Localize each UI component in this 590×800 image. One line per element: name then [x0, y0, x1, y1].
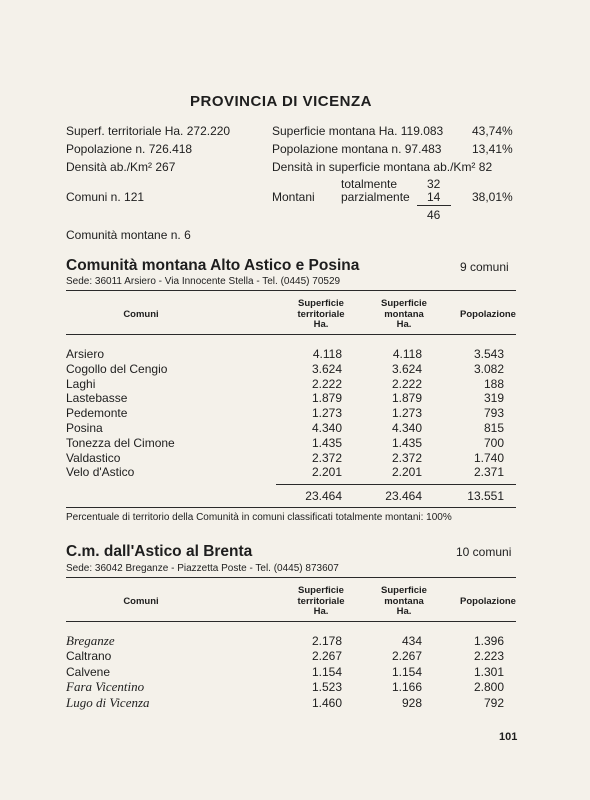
header-line: Superficie: [381, 298, 427, 309]
page-number: 101: [499, 731, 518, 743]
comune-name: Velo d'Astico: [66, 465, 135, 480]
comune-name: Valdastico: [66, 450, 121, 465]
superficie-territoriale-cell: 4.118: [312, 347, 342, 361]
popolazione-cell: 815: [483, 421, 504, 435]
popolazione-cell: 1.396: [473, 634, 504, 648]
comune-name: Fara Vicentino: [66, 679, 145, 695]
montani-total: 46: [427, 208, 441, 222]
section2-count: 10 comuni: [456, 545, 512, 559]
comune-name: Lugo di Vicenza: [66, 694, 150, 710]
superficie-territoriale-cell: 2.372: [311, 450, 342, 465]
section1-header-sup-mont: [359, 299, 449, 331]
superficie-montana-cell: 1.435: [391, 435, 422, 450]
comune-name: Posina: [66, 421, 103, 435]
superficie-montana-pct: 43,74%: [472, 124, 513, 138]
superficie-territoriale-cell: 1.154: [311, 664, 342, 679]
superficie-territoriale-cell: 2.201: [311, 465, 342, 480]
page-title: PROVINCIA DI VICENZA: [190, 93, 372, 110]
comunita-montane-count: Comunità montane n. 6: [66, 228, 191, 242]
popolazione-cell: 793: [483, 406, 504, 421]
superficie-montana-cell: 2.267: [391, 649, 422, 664]
header-line: Ha.: [313, 606, 329, 617]
header-line: Ha.: [396, 606, 412, 617]
comuni-count: Comuni n. 121: [66, 190, 145, 204]
section1-top-rule: [66, 290, 516, 291]
section1-total-rule: [276, 484, 516, 485]
superficie-montana-cell: 1.879: [391, 391, 422, 406]
popolazione-cell: 2.223: [473, 649, 504, 664]
section1-header-rule: [66, 334, 516, 335]
superficie-territoriale-cell: 3.624: [311, 361, 342, 376]
popolazione-cell: 3.543: [473, 347, 504, 361]
comune-name: Caltrano: [66, 649, 112, 664]
header-line: montana: [384, 308, 424, 320]
popolazione-montana: Popolazione montana n. 97.483: [272, 142, 442, 156]
superficie-montana-cell: 4.340: [391, 421, 422, 435]
montani-pct: 38,01%: [472, 190, 513, 204]
section1-sede: Sede: 36011 Arsiero - Via Innocente Stella - Tel. (0445) 70529: [66, 276, 341, 287]
section1-count: 9 comuni: [460, 260, 509, 274]
header-line: Superficie: [298, 585, 344, 596]
superficie-montana: Superficie montana Ha. 119.083: [272, 124, 444, 138]
comune-name: Laghi: [66, 376, 96, 391]
popolazione-cell: 1.740: [473, 450, 504, 465]
section2-header-comuni: Comuni: [123, 596, 159, 607]
popolazione-cell: 792: [483, 695, 504, 710]
header-line: Ha.: [396, 319, 412, 330]
section1-bottom-rule: [66, 507, 516, 508]
parzialmente-value: 14: [427, 190, 441, 204]
superficie-territoriale-cell: 2.178: [311, 634, 342, 648]
superficie-montana-cell: 434: [401, 634, 422, 648]
section1-title: Comunità montana Alto Astico e Posina: [66, 257, 360, 274]
popolazione-montana-pct: 13,41%: [472, 142, 513, 156]
comune-name: Calvene: [66, 664, 111, 679]
header-line: Ha.: [313, 319, 329, 330]
superficie-montana-cell: 2.201: [391, 465, 422, 480]
superficie-montana-cell: 1.273: [391, 406, 422, 421]
superficie-territoriale-cell: 1.273: [311, 406, 342, 421]
montani-label: Montani: [272, 190, 315, 204]
superficie-territoriale: Superf. territoriale Ha. 272.220: [66, 124, 231, 138]
superficie-territoriale-cell: 2.267: [311, 649, 342, 664]
popolazione-cell: 700: [483, 435, 504, 450]
section2-header-rule: [66, 621, 516, 622]
totalmente-label: totalmente: [341, 177, 398, 191]
superficie-montana-cell: 3.624: [391, 361, 422, 376]
section2-title: C.m. dall'Astico al Brenta: [66, 543, 253, 560]
header-line: Superficie: [298, 298, 344, 309]
comune-name: Pedemonte: [66, 406, 128, 421]
popolazione-cell: 2.371: [473, 465, 504, 480]
popolazione: Popolazione n. 726.418: [66, 142, 193, 156]
parzialmente-label: parzialmente: [341, 190, 410, 204]
comune-name: Lastebasse: [66, 391, 128, 406]
section1-header-sup-terr: [276, 299, 366, 331]
superficie-territoriale-cell: 1.879: [311, 391, 342, 406]
superficie-montana-cell: 1.166: [391, 680, 422, 695]
popolazione-cell: 2.800: [473, 680, 504, 695]
sum-divider: [417, 205, 451, 206]
section2-header-sup-terr: [276, 586, 366, 618]
popolazione-cell: 188: [483, 376, 504, 391]
superficie-territoriale-cell: 1.523: [311, 680, 342, 695]
superficie-territoriale-cell: 4.340: [311, 421, 342, 435]
superficie-montana-cell: 2.372: [391, 450, 422, 465]
superficie-montana-cell: 928: [401, 695, 422, 710]
densita: Densità ab./Km² 267: [66, 160, 176, 174]
densita-montana: Densità in superficie montana ab./Km² 82: [272, 160, 493, 174]
section2-header-pop: Popolazione: [460, 596, 516, 607]
popolazione-cell: 3.082: [473, 361, 504, 376]
section1-note: Percentuale di territorio della Comunità in comuni classificati totalmente montani: 100%: [66, 512, 452, 523]
comune-name: Arsiero: [66, 347, 105, 361]
comune-name: Breganze: [66, 633, 115, 648]
section2-header-sup-mont: [359, 586, 449, 618]
header-line: montana: [384, 595, 424, 607]
section1-total-mont: 23.464: [385, 489, 422, 503]
header-line: Superficie: [381, 585, 427, 596]
section1-header-comuni: Comuni: [123, 309, 159, 320]
superficie-montana-cell: 4.118: [392, 347, 422, 361]
popolazione-cell: 1.301: [473, 664, 504, 679]
section1-header-pop: Popolazione: [460, 309, 516, 320]
comune-name: Tonezza del Cimone: [66, 435, 175, 450]
superficie-montana-cell: 1.154: [391, 664, 422, 679]
header-line: territoriale: [297, 308, 345, 320]
totalmente-value: 32: [427, 177, 441, 191]
section2-sede: Sede: 36042 Breganze - Piazzetta Poste - Tel. (0445) 873607: [66, 563, 339, 574]
superficie-montana-cell: 2.222: [391, 376, 422, 391]
section1-total-terr: 23.464: [305, 489, 342, 503]
superficie-territoriale-cell: 2.222: [311, 376, 342, 391]
superficie-territoriale-cell: 1.460: [311, 695, 342, 710]
section1-total-pop: 13.551: [467, 489, 504, 503]
superficie-territoriale-cell: 1.435: [311, 435, 342, 450]
comune-name: Cogollo del Cengio: [66, 361, 168, 376]
section2-top-rule: [66, 577, 516, 578]
popolazione-cell: 319: [483, 391, 504, 406]
header-line: territoriale: [297, 595, 345, 607]
